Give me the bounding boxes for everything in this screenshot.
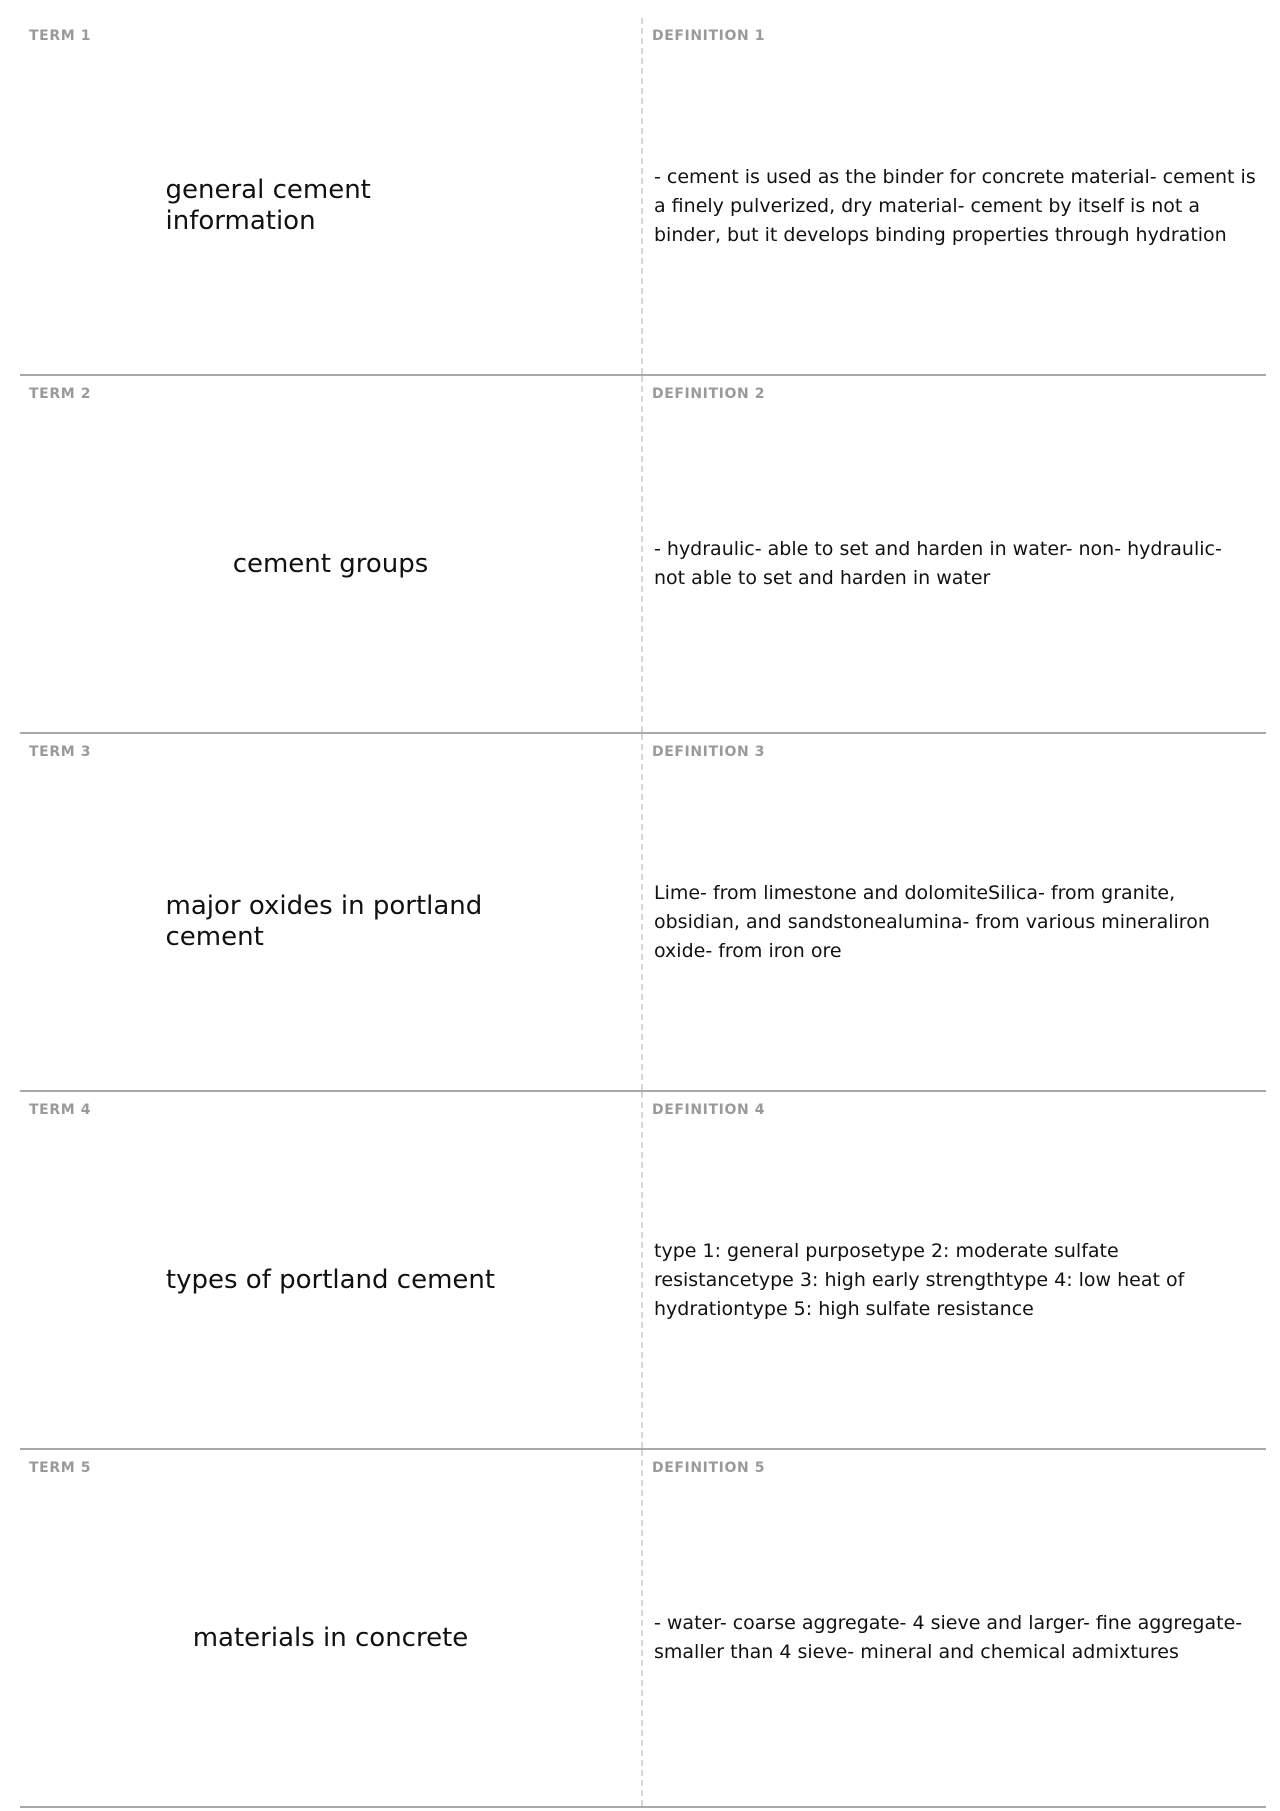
definition-text: - hydraulic- able to set and harden in water- non- hydraulic- not able to set and harden in water [654, 538, 1222, 589]
definition-label: DEFINITION 5 [652, 1460, 766, 1476]
term-side [20, 376, 643, 732]
definition-side [643, 376, 1266, 732]
definition-side [643, 1092, 1266, 1448]
term-text: general cement information [165, 175, 371, 236]
definition-label: DEFINITION 4 [652, 1102, 766, 1118]
definition-text: - water- coarse aggregate- 4 sieve and larger- fine aggregate- smaller than 4 sieve- mineral and chemical admixtures [654, 1612, 1243, 1663]
term-label: TERM 5 [29, 1460, 92, 1476]
flashcard-2 [20, 376, 1266, 734]
flashcard-3 [20, 734, 1266, 1092]
definition-text: - cement is used as the binder for concrete material- cement is a finely pulverized, dry material- cement by itself is not a binder, but it develops binding properties through hydration [654, 165, 1256, 246]
term-label: TERM 3 [29, 744, 92, 760]
flashcard-sheet [20, 18, 1266, 1808]
term-text: materials in concrete [192, 1622, 469, 1653]
term-side [20, 18, 643, 374]
term-label: TERM 1 [29, 28, 92, 44]
flashcard-5 [20, 1450, 1266, 1808]
term-side [20, 734, 643, 1090]
flashcard-4 [20, 1092, 1266, 1450]
flashcard-1 [20, 18, 1266, 376]
term-side [20, 1450, 643, 1806]
term-text: types of portland cement [165, 1264, 496, 1295]
term-text: cement groups [232, 548, 429, 579]
definition-label: DEFINITION 3 [652, 744, 766, 760]
term-label: TERM 2 [29, 386, 92, 402]
definition-text: type 1: general purposetype 2: moderate sulfate resistancetype 3: high early strengthtype 4: low heat of hydrationtype 5: high sulfate resistance [654, 1239, 1185, 1320]
definition-side [643, 1450, 1266, 1806]
definition-side [643, 734, 1266, 1090]
definition-side [643, 18, 1266, 374]
term-text: major oxides in portland cement [165, 891, 483, 952]
term-label: TERM 4 [29, 1102, 92, 1118]
definition-label: DEFINITION 2 [652, 386, 766, 402]
term-side [20, 1092, 643, 1448]
definition-label: DEFINITION 1 [652, 28, 766, 44]
definition-text: Lime- from limestone and dolomiteSilica- from granite, obsidian, and sandstonealumina- from various mineraliron oxide- from iron ore [654, 881, 1210, 962]
